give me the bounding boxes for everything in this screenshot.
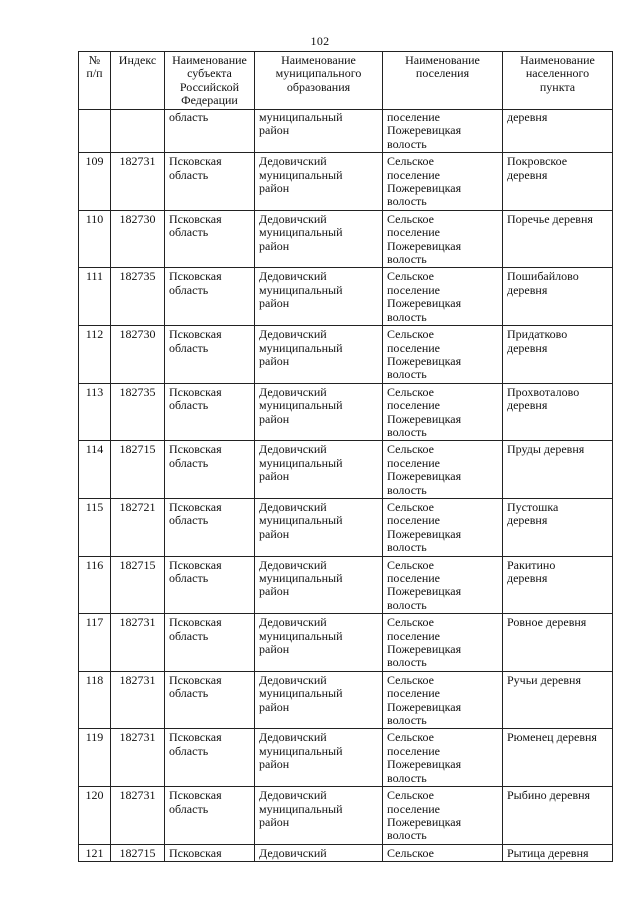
cell-settlement bbox=[383, 671, 503, 729]
cell-num bbox=[79, 210, 111, 268]
cell-settlement bbox=[383, 844, 503, 861]
cell-subject-text: Псковская область bbox=[169, 384, 222, 413]
cell-municipality bbox=[255, 787, 383, 845]
cell-subject-text: Псковская область bbox=[169, 269, 222, 297]
cell-locality bbox=[503, 787, 613, 845]
cell-subject bbox=[165, 210, 255, 268]
cell-num-text: 114 bbox=[85, 442, 104, 457]
cell-subject bbox=[165, 498, 255, 556]
header-num bbox=[79, 52, 111, 110]
cell-locality-text: Пустошка деревня bbox=[507, 499, 559, 528]
cell-subject bbox=[165, 787, 255, 845]
cell-municipality-text: Дедовичский муниципальный район bbox=[259, 327, 343, 368]
cell-locality bbox=[503, 614, 613, 672]
cell-subject-text: Псковская область bbox=[169, 672, 222, 701]
cell-municipality bbox=[255, 614, 383, 672]
cell-index bbox=[111, 210, 165, 268]
cell-settlement-text: Сельское поселение Пожеревицкая волость bbox=[387, 557, 462, 612]
cell-index-text: 182731 bbox=[119, 154, 156, 169]
cell-municipality bbox=[255, 110, 383, 153]
cell-index-text: 182731 bbox=[119, 788, 156, 803]
cell-settlement bbox=[383, 153, 503, 211]
cell-municipality bbox=[255, 326, 383, 384]
cell-subject bbox=[165, 383, 255, 441]
table-row bbox=[79, 326, 613, 384]
cell-index bbox=[111, 556, 165, 614]
cell-municipality-text: Дедовичский муниципальный район bbox=[259, 730, 343, 772]
cell-index-text: 182735 bbox=[119, 269, 156, 284]
cell-subject bbox=[165, 671, 255, 729]
cell-index bbox=[111, 326, 165, 384]
cell-num-text: 119 bbox=[85, 730, 104, 745]
cell-num bbox=[79, 326, 111, 384]
header-municipality bbox=[255, 52, 383, 110]
cell-settlement bbox=[383, 110, 503, 153]
cell-settlement bbox=[383, 614, 503, 672]
header-index bbox=[111, 52, 165, 110]
cell-num-text: 117 bbox=[85, 615, 104, 630]
cell-num bbox=[79, 787, 111, 845]
cell-subject bbox=[165, 326, 255, 384]
cell-num-text: 112 bbox=[85, 327, 104, 342]
cell-locality bbox=[503, 729, 613, 787]
cell-municipality-text: Дедовичский муниципальный район bbox=[259, 557, 343, 599]
cell-subject-text: Псковская область bbox=[169, 154, 222, 182]
cell-subject-text: Псковская область bbox=[169, 211, 222, 240]
cell-index bbox=[111, 844, 165, 861]
cell-settlement-text: Сельское поселение Пожеревицкая волость bbox=[387, 327, 462, 382]
cell-municipality bbox=[255, 210, 383, 268]
header-locality-text: Наименование населенного пункта bbox=[520, 53, 595, 94]
cell-locality bbox=[503, 153, 613, 211]
cell-settlement-text: Сельское поселение Пожеревицкая волость bbox=[387, 211, 462, 267]
cell-locality bbox=[503, 383, 613, 441]
cell-settlement-text: Сельское поселение Пожеревицкая волость bbox=[387, 442, 462, 497]
header-num-text: № п/п bbox=[86, 53, 103, 81]
table-row bbox=[79, 268, 613, 326]
cell-index bbox=[111, 787, 165, 845]
cell-municipality bbox=[255, 844, 383, 861]
cell-municipality-text: Дедовичский муниципальный район bbox=[259, 788, 343, 829]
cell-index bbox=[111, 498, 165, 556]
cell-municipality-text: Дедовичский муниципальный район bbox=[259, 499, 343, 541]
cell-num bbox=[79, 556, 111, 614]
cell-num-text: 110 bbox=[85, 211, 104, 226]
cell-locality bbox=[503, 210, 613, 268]
table-row bbox=[79, 383, 613, 441]
cell-settlement bbox=[383, 729, 503, 787]
cell-num-text: 111 bbox=[85, 269, 104, 284]
cell-municipality-text: Дедовичский муниципальный район bbox=[259, 154, 343, 196]
header-subject bbox=[165, 52, 255, 110]
cell-municipality-text: Дедовичский муниципальный район bbox=[259, 442, 343, 484]
cell-num bbox=[79, 268, 111, 326]
cell-settlement-text: Сельское поселение Пожеревицкая волость bbox=[387, 730, 462, 785]
cell-locality-text: Покровское деревня bbox=[507, 154, 568, 182]
header-index-text: Индекс bbox=[118, 53, 157, 67]
cell-locality bbox=[503, 110, 613, 153]
page-number: 102 bbox=[310, 34, 330, 48]
header-locality bbox=[503, 52, 613, 110]
cell-index bbox=[111, 614, 165, 672]
cell-subject-text: Псковская область bbox=[169, 730, 222, 758]
cell-index-text: 182731 bbox=[119, 672, 156, 687]
cell-locality-text: Пруды деревня bbox=[507, 442, 585, 457]
cell-num-text: 116 bbox=[85, 557, 104, 572]
cell-locality-text: Ручьи деревня bbox=[507, 672, 581, 687]
cell-municipality-text: Дедовичский муниципальный район bbox=[259, 672, 343, 714]
cell-num-text: 118 bbox=[85, 672, 104, 687]
cell-settlement-text: Сельское поселение Пожеревицкая волость bbox=[387, 154, 462, 209]
table-row bbox=[79, 210, 613, 268]
cell-num-text: 109 bbox=[85, 154, 104, 169]
cell-settlement-text: Сельское поселение Пожеревицкая волость bbox=[387, 788, 462, 843]
cell-locality-text: Пошибайлово деревня bbox=[507, 269, 579, 297]
table-row bbox=[79, 614, 613, 672]
cell-locality-text: Рыбино деревня bbox=[507, 788, 591, 803]
cell-municipality bbox=[255, 556, 383, 614]
cell-index-text: 182715 bbox=[119, 845, 156, 860]
cell-subject bbox=[165, 729, 255, 787]
header-municipality-text: Наименование муниципального образования bbox=[275, 53, 362, 94]
cell-num-text: 115 bbox=[85, 499, 104, 514]
table-row bbox=[79, 787, 613, 845]
cell-num bbox=[79, 383, 111, 441]
table-row bbox=[79, 498, 613, 556]
header-subject-text: Наименование субъекта Российской Федерации bbox=[172, 53, 247, 108]
cell-index bbox=[111, 671, 165, 729]
cell-index-text: 182715 bbox=[119, 557, 156, 572]
cell-index bbox=[111, 110, 165, 153]
cell-num-text: 113 bbox=[85, 384, 104, 399]
cell-municipality-text: Дедовичский муниципальный район bbox=[259, 615, 343, 657]
cell-municipality-text: Дедовичский bbox=[259, 845, 327, 860]
cell-settlement-text: Сельское поселение Пожеревицкая волость bbox=[387, 269, 462, 324]
cell-index-text: 182721 bbox=[119, 499, 156, 514]
cell-municipality-text: Дедовичский муниципальный район bbox=[259, 211, 343, 253]
table-row bbox=[79, 844, 613, 861]
cell-settlement bbox=[383, 787, 503, 845]
cell-num bbox=[79, 498, 111, 556]
cell-settlement bbox=[383, 556, 503, 614]
header-settlement-text: Наименование поселения bbox=[405, 53, 480, 81]
cell-index bbox=[111, 441, 165, 499]
cell-locality-text: Ракитино деревня bbox=[507, 557, 556, 585]
cell-settlement-text: Сельское поселение Пожеревицкая волость bbox=[387, 499, 462, 555]
cell-subject bbox=[165, 844, 255, 861]
cell-subject-text: Псковская область bbox=[169, 788, 222, 816]
cell-locality bbox=[503, 441, 613, 499]
cell-index-text: 182731 bbox=[119, 730, 156, 745]
table-row bbox=[79, 441, 613, 499]
table-row bbox=[79, 153, 613, 211]
cell-municipality-text: муниципальный район bbox=[259, 110, 343, 138]
cell-subject-text: Псковская область bbox=[169, 499, 222, 528]
cell-municipality-text: Дедовичский муниципальный район bbox=[259, 384, 343, 426]
cell-num bbox=[79, 441, 111, 499]
cell-municipality bbox=[255, 268, 383, 326]
cell-municipality bbox=[255, 383, 383, 441]
cell-settlement-text: Сельское поселение Пожеревицкая волость bbox=[387, 384, 462, 439]
cell-subject bbox=[165, 153, 255, 211]
cell-settlement-text: Сельское поселение Пожеревицкая волость bbox=[387, 672, 462, 728]
cell-municipality bbox=[255, 671, 383, 729]
cell-subject bbox=[165, 441, 255, 499]
cell-num-text: 120 bbox=[85, 788, 104, 803]
cell-num bbox=[79, 844, 111, 861]
table-row bbox=[79, 556, 613, 614]
cell-subject-text: Псковская область bbox=[169, 442, 222, 470]
cell-locality-text: деревня bbox=[507, 110, 548, 124]
cell-subject bbox=[165, 614, 255, 672]
cell-index-text: 182731 bbox=[119, 615, 156, 630]
cell-settlement bbox=[383, 383, 503, 441]
cell-index bbox=[111, 153, 165, 211]
cell-municipality bbox=[255, 729, 383, 787]
cell-settlement bbox=[383, 268, 503, 326]
cell-index-text: 182715 bbox=[119, 442, 156, 457]
cell-municipality bbox=[255, 441, 383, 499]
cell-index-text: 182735 bbox=[119, 384, 156, 399]
cell-subject bbox=[165, 556, 255, 614]
cell-settlement-text: Сельское bbox=[387, 845, 434, 860]
cell-num bbox=[79, 153, 111, 211]
cell-subject-text: Псковская область bbox=[169, 557, 222, 585]
cell-settlement bbox=[383, 441, 503, 499]
cell-subject-text: Псковская область bbox=[169, 327, 222, 355]
cell-locality bbox=[503, 671, 613, 729]
cell-settlement-text: поселение Пожеревицкая волость bbox=[387, 110, 462, 151]
cell-locality bbox=[503, 268, 613, 326]
cell-locality bbox=[503, 326, 613, 384]
cell-index bbox=[111, 383, 165, 441]
cell-locality-text: Поречье деревня bbox=[507, 211, 593, 226]
header-settlement bbox=[383, 52, 503, 110]
cell-settlement bbox=[383, 326, 503, 384]
cell-num-text: 121 bbox=[85, 845, 104, 860]
cell-num bbox=[79, 671, 111, 729]
cell-index bbox=[111, 729, 165, 787]
cell-locality-text: Рюменец деревня bbox=[507, 730, 597, 745]
cell-locality-text: Ровное деревня bbox=[507, 615, 587, 630]
table-row-continuation bbox=[79, 110, 613, 153]
cell-municipality bbox=[255, 498, 383, 556]
cell-subject-text: Псковская bbox=[169, 845, 222, 860]
cell-index-text: 182730 bbox=[119, 211, 156, 226]
cell-num bbox=[79, 729, 111, 787]
cell-subject bbox=[165, 268, 255, 326]
settlements-table bbox=[78, 51, 613, 862]
cell-num bbox=[79, 110, 111, 153]
cell-locality-text: Придатково деревня bbox=[507, 327, 568, 355]
cell-num bbox=[79, 614, 111, 672]
cell-settlement-text: Сельское поселение Пожеревицкая волость bbox=[387, 615, 462, 670]
table-row bbox=[79, 671, 613, 729]
cell-index bbox=[111, 268, 165, 326]
cell-municipality bbox=[255, 153, 383, 211]
cell-subject-text: Псковская область bbox=[169, 615, 222, 643]
cell-locality bbox=[503, 556, 613, 614]
cell-locality-text: Прохвоталово деревня bbox=[507, 384, 580, 413]
cell-settlement bbox=[383, 498, 503, 556]
cell-settlement bbox=[383, 210, 503, 268]
cell-locality-text: Рытица деревня bbox=[507, 845, 589, 860]
table-header-row bbox=[79, 52, 613, 110]
cell-subject bbox=[165, 110, 255, 153]
table-row bbox=[79, 729, 613, 787]
cell-municipality-text: Дедовичский муниципальный район bbox=[259, 269, 343, 311]
cell-locality bbox=[503, 844, 613, 861]
cell-index-text: 182730 bbox=[119, 327, 156, 342]
cell-locality bbox=[503, 498, 613, 556]
cell-subject-text: область bbox=[169, 110, 209, 124]
